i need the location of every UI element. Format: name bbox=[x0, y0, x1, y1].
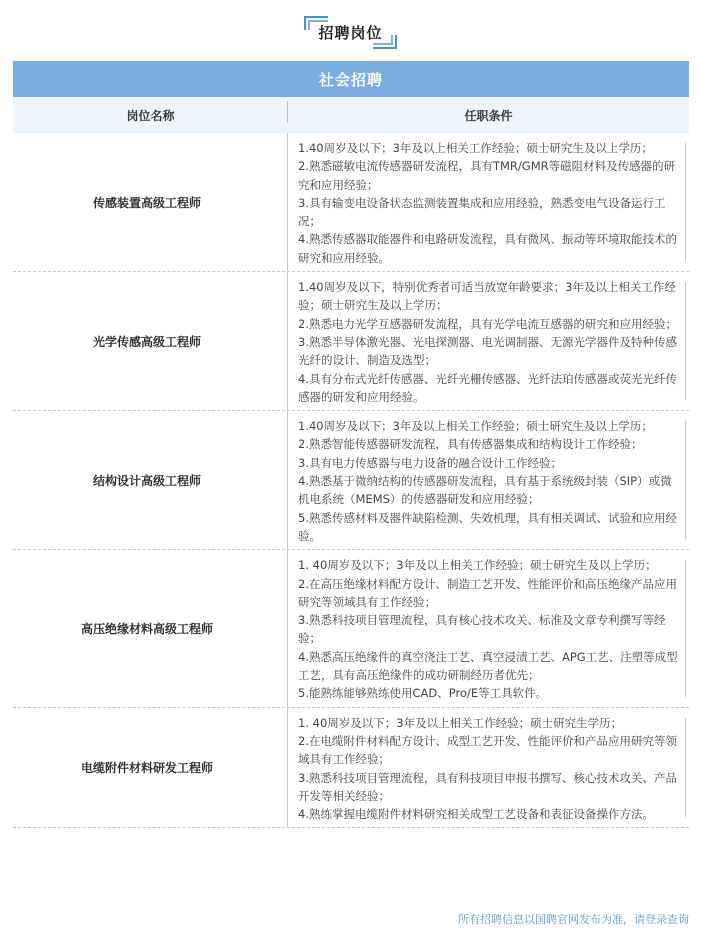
title-frame bbox=[304, 16, 396, 49]
footer-note: 所有招聘信息以国聘官网发布为准，请登录查询 bbox=[458, 913, 689, 926]
requirement-item: 2.熟悉电力光学互感器研发流程，具有光学电流互感器的研究和应用经验； bbox=[298, 316, 677, 331]
cell-divider bbox=[685, 282, 686, 400]
header-requirements bbox=[288, 107, 689, 124]
requirement-item: 1.40周岁及以下；3年及以上相关工作经验；硕士研究生及以上学历； bbox=[298, 419, 653, 434]
requirement-item: 2.熟悉磁敏电流传感器研发流程，具有TMR/GMR等磁阻材料及传感器的研究和应用经验； bbox=[298, 159, 676, 192]
requirement-item: 2.在电缆附件材料配方设计、成型工艺开发、性能评价和产品应用研究等领域具有工作经验； bbox=[298, 733, 677, 767]
requirements-cell bbox=[288, 411, 689, 549]
cell-divider bbox=[685, 560, 686, 696]
position-name: 结构设计高级工程师 bbox=[13, 411, 288, 549]
table-row bbox=[13, 133, 689, 272]
cell-divider bbox=[685, 143, 686, 261]
header-position-name bbox=[13, 107, 288, 124]
frame-corner-decoration bbox=[308, 20, 328, 30]
section-banner: 社会招聘 bbox=[13, 61, 689, 97]
requirement-item: 4.熟练掌握电缆附件材料研究相关成型工艺设备和表征设备操作方法。 bbox=[298, 807, 654, 822]
requirement-item: 4.熟悉基于微纳结构的传感器研发流程，具有基于系统级封装（SIP）或微机电系统（MEMS）的传感器研发和应用经验； bbox=[298, 474, 672, 507]
requirement-item: 4.具有分布式光纤传感器、光纤光栅传感器、光纤法珀传感器或荧光光纤传感器的研发和应用经验。 bbox=[298, 371, 677, 404]
requirement-item: 3.熟悉科技项目管理流程，具有科技项目申报书撰写、核心技术攻关、产品开发等相关经验； bbox=[298, 770, 677, 803]
requirement-item: 1. 40周岁及以下；3年及以上相关工作经验；硕士研究生学历； bbox=[298, 715, 623, 730]
requirement-item: 3.熟悉半导体激光器、光电探测器、电光调制器、无源光学器件及特种传感光纤的设计、制造及选型； bbox=[298, 334, 677, 368]
table-header bbox=[13, 97, 689, 133]
requirement-item: 1.40周岁及以下；3年及以上相关工作经验；硕士研究生及以上学历； bbox=[298, 141, 653, 155]
header-label: 岗位名称 bbox=[126, 108, 175, 123]
table-row bbox=[13, 550, 689, 707]
position-name: 传感装置高级工程师 bbox=[13, 133, 288, 271]
page-title: 招聘岗位 bbox=[318, 23, 383, 42]
requirement-item: 5.能熟练能够熟练使用CAD、Pro/E等工具软件。 bbox=[298, 686, 548, 701]
requirement-item: 4.熟悉传感器取能器件和电路研发流程，具有微风、振动等环境取能技术的研究和应用经验。 bbox=[298, 232, 677, 265]
requirement-item: 3.具有输变电设备状态监测装置集成和应用经验，熟悉变电气设备运行工况； bbox=[298, 195, 666, 229]
requirement-item: 4.熟悉高压绝缘件的真空浇注工艺、真空浸渍工艺、APG工艺、注塑等成型工艺，具有高压绝缘件的成功研制经历者优先； bbox=[298, 649, 678, 683]
requirement-item: 3.具有电力传感器与电力设备的融合设计工作经验； bbox=[298, 455, 562, 470]
cell-divider bbox=[685, 421, 686, 539]
frame-corner-decoration bbox=[373, 35, 393, 45]
cell-divider bbox=[685, 718, 686, 818]
requirement-item: 5.熟悉传感材料及器件缺陷检测、失效机理，具有相关调试、试验和应用经验。 bbox=[298, 510, 677, 543]
table-row bbox=[13, 272, 689, 411]
requirements-cell bbox=[288, 272, 689, 410]
requirement-item: 1.40周岁及以下，特别优秀者可适当放宽年龄要求；3年及以上相关工作经验；硕士研究生及以上学历； bbox=[298, 280, 676, 313]
requirement-item: 3.熟悉科技项目管理流程，具有核心技术攻关、标准及文章专利撰写等经验； bbox=[298, 613, 666, 646]
requirement-item: 1. 40周岁及以下；3年及以上相关工作经验；硕士研究生及以上学历； bbox=[298, 558, 657, 573]
position-name: 光学传感高级工程师 bbox=[13, 272, 288, 410]
job-table-body bbox=[13, 133, 689, 828]
table-row bbox=[13, 708, 689, 829]
position-name: 高压绝缘材料高级工程师 bbox=[13, 550, 288, 706]
requirements-cell bbox=[288, 133, 689, 271]
position-name: 电缆附件材料研发工程师 bbox=[13, 708, 288, 828]
table-row bbox=[13, 411, 689, 550]
requirements-cell bbox=[288, 708, 689, 828]
requirement-item: 2.熟悉智能传感器研发流程，具有传感器集成和结构设计工作经验； bbox=[298, 437, 643, 452]
header-label: 任职条件 bbox=[464, 108, 513, 123]
requirements-cell bbox=[288, 550, 689, 706]
requirement-item: 2.在高压绝缘材料配方设计、制造工艺开发、性能评价和高压绝缘产品应用研究等领域具有工作经验； bbox=[298, 576, 677, 609]
title-area bbox=[0, 10, 701, 54]
column-divider bbox=[287, 101, 288, 123]
